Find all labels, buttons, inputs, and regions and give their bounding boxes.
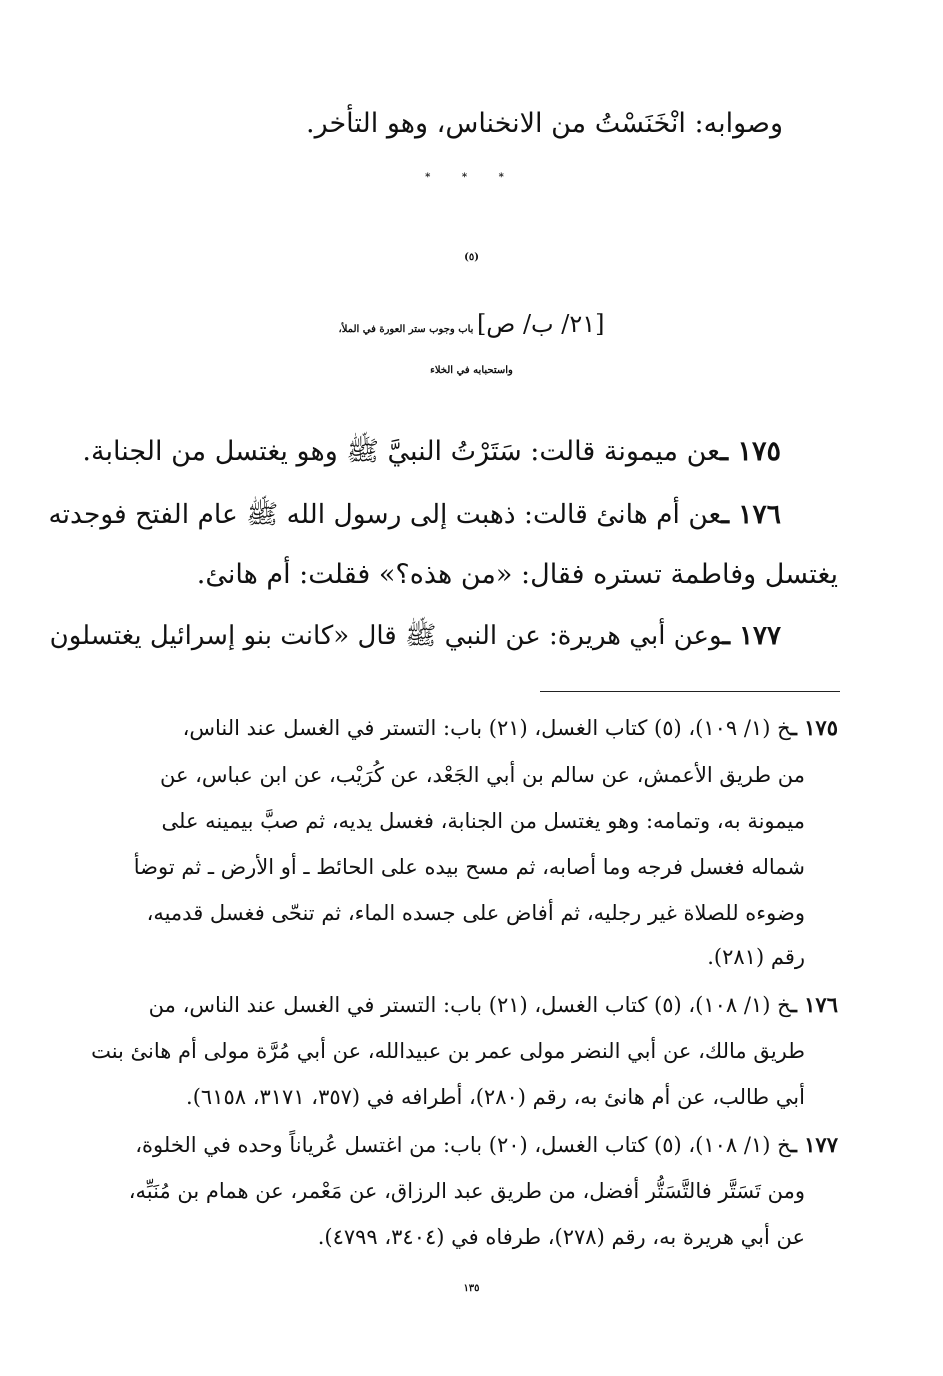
hadith-number: ١٧٧ ـ — [722, 621, 781, 651]
footnote-line: طريق مالك، عن أبي النضر مولى عمر بن عبيدالله، عن أبي مُرَّة مولى أم هانئ بنت — [91, 1039, 805, 1063]
footnote-line: عن أبي هريرة به، رقم (٢٧٨)، طرفاه في (٣٤٠٤، ٤٧٩٩). — [317, 1225, 805, 1249]
hadith-176 — [48, 495, 781, 535]
footnote-175 — [183, 713, 838, 743]
footnote-line: وضوءه للصلاة غير رجليه، ثم أفاض على جسده الماء، ثم تنحّى فغسل قدميه، — [146, 901, 805, 925]
hadith-number: ١٧٥ ـ — [720, 436, 781, 467]
footnote-number: ١٧٥ ـ — [790, 715, 838, 740]
hadith-177 — [50, 616, 781, 656]
chapter-title-text-1: باب وجوب ستر العورة في الملأ، — [338, 324, 474, 335]
hadith-number: ١٧٦ ـ — [721, 499, 781, 530]
footnote-text: خ (١/ ١٠٩)، (٥) كتاب الغسل، (٢١) باب: التستر في الغسل عند الناس، — [182, 716, 791, 740]
page-number: ١٣٥ — [463, 1283, 480, 1294]
footnote-text: خ (١/ ١٠٨)، (٥) كتاب الغسل، (٢٠) باب: من اغتسل عُرياناً وحده في الخلوة، — [135, 1133, 791, 1157]
footnote-number: ١٧٧ ـ — [790, 1132, 838, 1157]
chapter-title-line-2: واستحبابه في الخلاء — [430, 365, 513, 376]
manuscript-reference: [٢١/ ب/ ص] — [476, 310, 605, 338]
footnote-divider — [540, 691, 840, 692]
hadith-175 — [82, 432, 781, 472]
footnote-line: ومن تَسَتَّر فالتَّسَتُّر أفضل، من طريق عبد الرزاق، عن مَعْمر، عن همام بن مُنَبِّه، — [128, 1179, 805, 1203]
hadith-text: عن أم هانئ قالت: ذهبت إلى رسول الله ﷺ عام الفتح فوجدته — [48, 499, 722, 530]
hadith-text: وعن أبي هريرة: عن النبي ﷺ قال «كانت بنو إسرائيل يغتسلون — [49, 621, 723, 651]
footnote-line: رقم (٢٨١). — [707, 945, 805, 969]
footnote-text: خ (١/ ١٠٨)، (٥) كتاب الغسل، (٢١) باب: التستر في الغسل عند الناس، من — [148, 993, 791, 1017]
footnote-line: شماله فغسل فرجه وما أصابه، ثم مسح بيده على الحائط ـ أو الأرض ـ ثم توضأ — [133, 855, 805, 879]
footnote-number: ١٧٦ ـ — [790, 992, 838, 1017]
intro-line: وصوابه: انْخَنَسْتُ من الانخناس، وهو التأخر. — [305, 108, 783, 139]
chapter-title-line-1 — [0, 310, 943, 338]
footnote-line: من طريق الأعمش، عن سالم بن أبي الجَعْد، عن كُرَيْب، عن ابن عباس، عن — [159, 763, 805, 787]
footnote-176 — [149, 990, 838, 1020]
footnote-line: أبي طالب، عن أم هانئ به، رقم (٢٨٠)، أطرافه في (٣٥٧، ٣١٧١، ٦١٥٨). — [186, 1085, 805, 1109]
hadith-text: عن ميمونة قالت: سَتَرْتُ النبيَّ ﷺ وهو يغتسل من الجنابة. — [82, 436, 721, 467]
footnote-line: ميمونة به، وتمامه: وهو يغتسل من الجنابة، فغسل يديه، ثم صبَّ بيمينه على — [161, 809, 805, 833]
footnote-177 — [135, 1130, 838, 1160]
hadith-176-continuation: يغتسل وفاطمة تستره فقال: «من هذه؟» فقلت: أم هانئ. — [196, 559, 838, 590]
section-separator: * * * — [425, 172, 518, 183]
chapter-number: (٥) — [464, 252, 479, 263]
